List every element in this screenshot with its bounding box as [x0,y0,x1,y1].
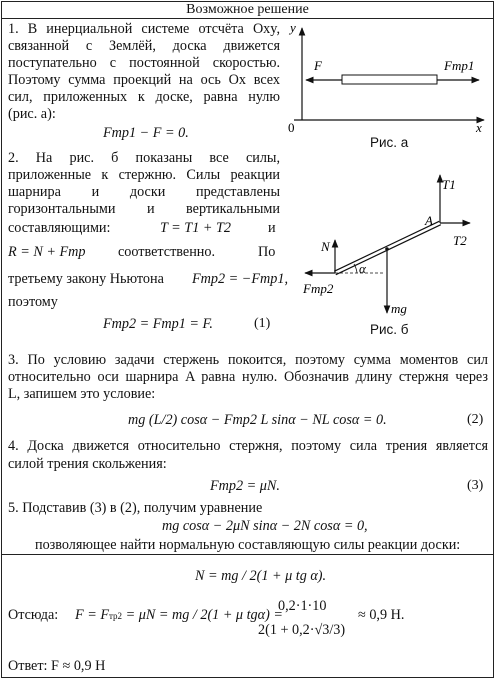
fig-b-caption: Рис. б [370,322,409,337]
final-f-chain: F = Fтр2 = μN = mg / 2(1 + μ tgα) = [75,607,283,623]
p2-line-2: приложенные к стержню. Силы реакции [8,167,280,183]
p3-line-2: относительно оси шарнира A равна нулю. Обозначив длину стержня через [8,369,488,385]
p3-equation: mg (L/2) cosα − Fтр2 L sinα − NL cosα = 0. [128,412,387,428]
p2-line-3: шарнира и доски представлены [8,184,280,200]
eq-number-1: (1) [254,316,271,331]
p5-line-2: позволяющее найти нормальную составляющую силы реакции доски: [35,537,461,553]
fig-a-x-label: x [476,120,482,135]
fig-b-n: N [321,239,330,254]
fig-b-a: A [425,213,433,228]
final-f-denominator: 2(1 + 0,2·√3/3) [258,622,346,638]
p2-equation: Fтр2 = Fтр1 = F. [103,316,213,332]
eq-number-2: (2) [467,412,484,427]
eq-number-3: (3) [467,478,484,493]
final-f-numerator: 0,2·1·10 [278,598,327,614]
fig-b-ftr2: Fтр2 [303,281,334,296]
p2-line-1: 2. На рис. б показаны все силы, [8,150,280,166]
p1-line-4: Поэтому сумма проекций на ось Ox всех [8,72,280,88]
final-from-label: Отсюда: [8,607,59,623]
center-of-mass [385,247,389,251]
answer: Ответ: F ≈ 0,9 Н [8,658,106,674]
fig-a-force-f: F [314,58,322,73]
p2-line-8: поэтому [8,294,58,310]
p1-line-3: поступательно с постоянной скоростью. [8,55,280,71]
p4-line-2: силой трения скольжения: [8,456,167,472]
figure-a [284,20,492,152]
p2-newton-eq: Fтр2 = −Fтр1, [192,271,288,287]
fig-a-caption: Рис. а [370,135,409,150]
p2-by: По [258,244,276,260]
p1-line-1: 1. В инерциальной системе отсчёта Oxy, [8,21,280,37]
p1-line-5: сил, приложенных к доске, равна нулю [8,89,280,105]
fig-b-alpha: α [359,261,366,276]
p4-line-1: 4. Доска движется относительно стержня, поэтому сила трения является [8,438,488,454]
page-title: Возможное решение [1,1,494,19]
p4-equation: Fтр2 = μN. [210,478,280,494]
p1-line-2: связанной с Землёй, доска движется [8,38,280,54]
p1-equation: Fтр1 − F = 0. [103,125,189,141]
fig-a-force-ftr1: Fтр1 [444,58,475,73]
final-n-equation: N = mg / 2(1 + μ tg α). [195,568,327,584]
fig-b-mg: mg [391,301,407,316]
p2-tension-eq: T = T1 + T2 [160,220,231,236]
p2-respectively: соответственно. [118,244,216,260]
p3-line-3: L, запишем это условие: [8,386,156,402]
p3-line-1: 3. По условию задачи стержень покоится, поэтому сумма моментов сил [8,352,488,368]
p2-line-7: третьему закону Ньютона [8,271,164,287]
p2-line-4: горизонтальными и вертикальными [8,201,280,217]
final-f-result: ≈ 0,9 Н. [358,607,405,623]
p5-equation: mg cosα − 2μN sinα − 2N cosα = 0, [162,518,368,534]
board-rect [342,75,437,84]
p5-line-1: 5. Подставив (3) в (2), получим уравнение [8,500,263,516]
fig-a-origin: 0 [288,120,295,135]
fig-b-t2: T2 [453,233,467,248]
final-divider [1,554,494,555]
figure-b [295,165,491,335]
fig-a-y-label: y [290,20,296,35]
p2-and: и [268,220,276,236]
fig-b-t1: T1 [442,177,456,192]
p1-line-6: (рис. а): [8,106,56,122]
p2-line-5a: составляющими: [8,220,111,236]
p2-reaction-eq: R = N + Fтр [8,244,86,260]
